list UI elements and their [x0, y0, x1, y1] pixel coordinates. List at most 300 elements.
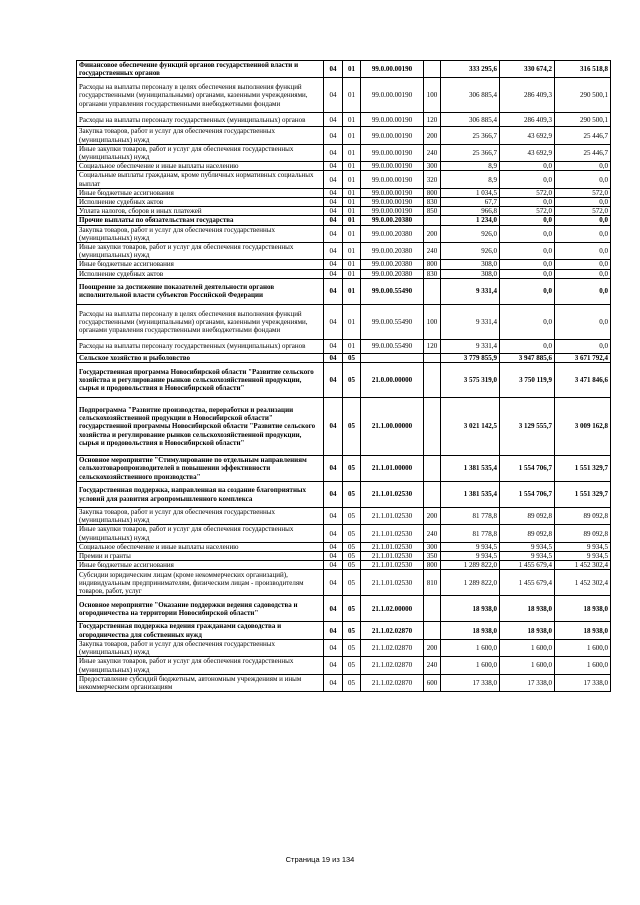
- row-pr: 01: [343, 171, 361, 188]
- row-csr: 21.1.00.00000: [361, 398, 424, 456]
- table-row: [77, 304, 611, 339]
- row-amount-2: 286 409,3: [500, 78, 555, 113]
- row-csr: 99.0.00.00190: [361, 144, 424, 161]
- table-row: [77, 482, 611, 508]
- table-row: [77, 207, 611, 216]
- row-pr: 01: [343, 162, 361, 171]
- row-csr: 21.1.02.00000: [361, 596, 424, 622]
- row-amount-2: 3 750 119,9: [500, 363, 555, 398]
- row-csr: 21.1.01.00000: [361, 456, 424, 482]
- table-row: [77, 278, 611, 304]
- row-amount-2: 0,0: [500, 243, 555, 260]
- row-csr: 21.1.01.02530: [361, 482, 424, 508]
- row-amount-3: 0,0: [555, 162, 611, 171]
- row-vr: [424, 456, 441, 482]
- row-vr: [424, 216, 441, 225]
- row-rz: 04: [324, 144, 343, 161]
- row-name: Иные закупки товаров, работ и услуг для обеспечения государственных (муниципальных) нужд: [77, 243, 324, 260]
- row-amount-2: 0,0: [500, 171, 555, 188]
- row-name: Закупка товаров, работ и услуг для обеспечения государственных (муниципальных) нужд: [77, 508, 324, 525]
- row-rz: 04: [324, 508, 343, 525]
- row-csr: 21.1.01.02530: [361, 552, 424, 561]
- row-amount-2: 572,0: [500, 207, 555, 216]
- row-rz: 04: [324, 596, 343, 622]
- row-amount-3: 0,0: [555, 304, 611, 339]
- row-pr: 05: [343, 570, 361, 596]
- row-name: Иные бюджетные ассигнования: [77, 260, 324, 269]
- row-vr: [424, 622, 441, 639]
- row-vr: [424, 353, 441, 362]
- table-row: [77, 144, 611, 161]
- row-amount-3: 1 551 329,7: [555, 482, 611, 508]
- row-csr: 99.0.00.55490: [361, 304, 424, 339]
- row-rz: 04: [324, 269, 343, 278]
- row-name: Финансовое обеспечение функций органов государственной власти и государственных органов: [77, 61, 324, 78]
- row-vr: 320: [424, 171, 441, 188]
- row-pr: 01: [343, 61, 361, 78]
- row-rz: 04: [324, 225, 343, 242]
- row-amount-1: 67,7: [441, 198, 500, 207]
- row-amount-3: 1 600,0: [555, 639, 611, 656]
- row-rz: 04: [324, 260, 343, 269]
- row-csr: 21.1.01.02530: [361, 561, 424, 570]
- table-row: [77, 260, 611, 269]
- row-amount-3: 25 446,7: [555, 127, 611, 144]
- row-amount-2: 0,0: [500, 216, 555, 225]
- row-amount-2: 3 129 555,7: [500, 398, 555, 456]
- row-amount-2: 1 455 679,4: [500, 561, 555, 570]
- row-name: Основное мероприятие "Оказание поддержки ведения садоводства и огородничества на территории Новосибирской области": [77, 596, 324, 622]
- row-rz: 04: [324, 278, 343, 304]
- row-amount-3: 89 092,8: [555, 525, 611, 542]
- row-vr: [424, 278, 441, 304]
- row-amount-2: 0,0: [500, 260, 555, 269]
- table-row: [77, 363, 611, 398]
- row-pr: 05: [343, 596, 361, 622]
- row-rz: 04: [324, 561, 343, 570]
- row-csr: 21.1.02.02870: [361, 622, 424, 639]
- row-amount-3: 3 671 792,4: [555, 353, 611, 362]
- row-csr: [361, 353, 424, 362]
- row-amount-3: 1 452 302,4: [555, 570, 611, 596]
- row-amount-1: 18 938,0: [441, 622, 500, 639]
- row-vr: 300: [424, 162, 441, 171]
- table-row: [77, 622, 611, 639]
- row-pr: 05: [343, 622, 361, 639]
- row-name: Исполнение судебных актов: [77, 269, 324, 278]
- row-amount-3: 0,0: [555, 278, 611, 304]
- row-name: Основное мероприятие "Стимулирование по отдельным направлениям сельхозтоваропроизводителей в повышении эффективности сельскохозяйственного производства": [77, 456, 324, 482]
- row-amount-3: 290 500,1: [555, 78, 611, 113]
- row-name: Уплата налогов, сборов и иных платежей: [77, 207, 324, 216]
- row-rz: 04: [324, 78, 343, 113]
- row-csr: 21.1.01.02530: [361, 542, 424, 551]
- table-row: [77, 243, 611, 260]
- row-amount-1: 926,0: [441, 225, 500, 242]
- row-amount-3: 3 471 846,6: [555, 363, 611, 398]
- row-amount-2: 0,0: [500, 304, 555, 339]
- row-amount-1: 306 885,4: [441, 113, 500, 127]
- table-row: [77, 269, 611, 278]
- row-rz: 04: [324, 304, 343, 339]
- row-vr: 240: [424, 657, 441, 674]
- row-rz: 04: [324, 552, 343, 561]
- row-amount-3: 1 551 329,7: [555, 456, 611, 482]
- row-amount-1: 25 366,7: [441, 127, 500, 144]
- row-amount-3: 290 500,1: [555, 113, 611, 127]
- table-row: [77, 225, 611, 242]
- row-amount-2: 0,0: [500, 339, 555, 353]
- row-name: Закупка товаров, работ и услуг для обеспечения государственных (муниципальных) нужд: [77, 127, 324, 144]
- row-csr: 21.1.02.02870: [361, 674, 424, 691]
- row-rz: 04: [324, 622, 343, 639]
- table-row: [77, 508, 611, 525]
- row-csr: 99.0.00.00190: [361, 127, 424, 144]
- table-row: [77, 657, 611, 674]
- row-rz: 04: [324, 525, 343, 542]
- row-amount-2: 0,0: [500, 225, 555, 242]
- row-amount-2: 286 409,3: [500, 113, 555, 127]
- row-name: Иные бюджетные ассигнования: [77, 561, 324, 570]
- row-csr: 99.0.00.00190: [361, 188, 424, 197]
- row-pr: 05: [343, 657, 361, 674]
- row-rz: 04: [324, 570, 343, 596]
- row-csr: 99.0.00.20380: [361, 216, 424, 225]
- row-vr: 800: [424, 188, 441, 197]
- row-amount-3: 18 938,0: [555, 622, 611, 639]
- row-name: Прочие выплаты по обязательствам государства: [77, 216, 324, 225]
- row-amount-1: 1 234,0: [441, 216, 500, 225]
- row-name: Государственная программа Новосибирской области "Развитие сельского хозяйства и регулирование рынков сельскохозяйственной продукции, сырья и продовольствия в Новосибирской области": [77, 363, 324, 398]
- table-row: [77, 113, 611, 127]
- row-pr: 01: [343, 113, 361, 127]
- row-pr: 01: [343, 225, 361, 242]
- row-amount-2: 18 938,0: [500, 622, 555, 639]
- table-row: [77, 188, 611, 197]
- table-row: [77, 561, 611, 570]
- row-rz: 04: [324, 61, 343, 78]
- row-csr: 99.0.00.20380: [361, 269, 424, 278]
- row-amount-1: 1 600,0: [441, 657, 500, 674]
- row-name: Расходы на выплаты персоналу в целях обеспечения выполнения функций государственными (муниципальными) органами, казенными учреждениями, органами управления государственными внебюджетными фондами: [77, 78, 324, 113]
- row-name: Иные закупки товаров, работ и услуг для обеспечения государственных (муниципальных) нужд: [77, 525, 324, 542]
- row-amount-3: 1 600,0: [555, 657, 611, 674]
- row-name: Социальные выплаты гражданам, кроме публичных нормативных социальных выплат: [77, 171, 324, 188]
- row-vr: 200: [424, 127, 441, 144]
- row-amount-3: 0,0: [555, 269, 611, 278]
- row-vr: [424, 363, 441, 398]
- row-pr: 05: [343, 552, 361, 561]
- row-csr: 21.1.02.02870: [361, 657, 424, 674]
- row-amount-2: 1 554 706,7: [500, 456, 555, 482]
- row-amount-2: 17 338,0: [500, 674, 555, 691]
- budget-table: [76, 60, 611, 692]
- row-rz: 04: [324, 339, 343, 353]
- row-amount-3: 25 446,7: [555, 144, 611, 161]
- row-amount-1: 1 381 535,4: [441, 456, 500, 482]
- row-amount-2: 0,0: [500, 278, 555, 304]
- row-rz: 04: [324, 398, 343, 456]
- row-amount-1: 9 331,4: [441, 278, 500, 304]
- row-amount-1: 3 021 142,5: [441, 398, 500, 456]
- row-amount-1: 9 331,4: [441, 339, 500, 353]
- row-name: Расходы на выплаты персоналу государственных (муниципальных) органов: [77, 339, 324, 353]
- table-row: [77, 398, 611, 456]
- row-amount-1: 8,9: [441, 171, 500, 188]
- row-csr: 99.0.00.20380: [361, 225, 424, 242]
- row-amount-3: 0,0: [555, 225, 611, 242]
- table-row: [77, 552, 611, 561]
- row-amount-2: 89 092,8: [500, 508, 555, 525]
- row-csr: 99.0.00.55490: [361, 339, 424, 353]
- row-name: Расходы на выплаты персоналу в целях обеспечения выполнения функций государственными (муниципальными) органами, казенными учреждениями, органами управления государственными внебюджетными фондами: [77, 304, 324, 339]
- row-amount-2: 9 934,5: [500, 552, 555, 561]
- row-rz: 04: [324, 657, 343, 674]
- row-pr: 01: [343, 144, 361, 161]
- row-pr: 01: [343, 278, 361, 304]
- row-amount-3: 572,0: [555, 188, 611, 197]
- row-amount-1: 308,0: [441, 260, 500, 269]
- row-name: Государственная поддержка ведения гражданами садоводства и огородничества для собственных нужд: [77, 622, 324, 639]
- row-amount-1: 966,8: [441, 207, 500, 216]
- row-pr: 01: [343, 127, 361, 144]
- row-csr: 99.0.00.00190: [361, 162, 424, 171]
- row-amount-2: 18 938,0: [500, 596, 555, 622]
- table-row: [77, 570, 611, 596]
- row-vr: 120: [424, 339, 441, 353]
- table-body: [77, 61, 611, 692]
- row-amount-3: 0,0: [555, 339, 611, 353]
- row-pr: 05: [343, 482, 361, 508]
- row-amount-3: 17 338,0: [555, 674, 611, 691]
- row-vr: 200: [424, 508, 441, 525]
- row-name: Социальное обеспечение и иные выплаты населению: [77, 162, 324, 171]
- row-rz: 04: [324, 243, 343, 260]
- row-pr: 05: [343, 542, 361, 551]
- row-pr: 05: [343, 639, 361, 656]
- row-vr: 100: [424, 304, 441, 339]
- row-pr: 01: [343, 198, 361, 207]
- row-csr: 99.0.00.00190: [361, 78, 424, 113]
- page-number: Страница 19 из 134: [285, 855, 355, 864]
- row-amount-3: 572,0: [555, 207, 611, 216]
- row-amount-3: 0,0: [555, 171, 611, 188]
- row-pr: 01: [343, 207, 361, 216]
- row-csr: 99.0.00.00190: [361, 61, 424, 78]
- row-name: Сельское хозяйство и рыболовство: [77, 353, 324, 362]
- table-row: [77, 542, 611, 551]
- row-name: Предоставление субсидий бюджетным, автономным учреждениям и иным некоммерческим организациям: [77, 674, 324, 691]
- row-pr: 05: [343, 456, 361, 482]
- row-name: Социальное обеспечение и иные выплаты населению: [77, 542, 324, 551]
- row-rz: 04: [324, 171, 343, 188]
- row-amount-3: 9 934,5: [555, 552, 611, 561]
- row-vr: [424, 61, 441, 78]
- row-name: Исполнение судебных актов: [77, 198, 324, 207]
- row-amount-2: 43 692,9: [500, 127, 555, 144]
- row-csr: 99.0.00.00190: [361, 198, 424, 207]
- row-name: Государственная поддержка, направленная на создание благоприятных условий для развития агропромышленного комплекса: [77, 482, 324, 508]
- row-name: Премии и гранты: [77, 552, 324, 561]
- row-pr: 05: [343, 561, 361, 570]
- row-amount-2: 1 554 706,7: [500, 482, 555, 508]
- row-vr: 300: [424, 542, 441, 551]
- row-csr: 21.1.01.02530: [361, 570, 424, 596]
- row-amount-1: 17 338,0: [441, 674, 500, 691]
- row-pr: 01: [343, 216, 361, 225]
- row-amount-2: 3 947 885,6: [500, 353, 555, 362]
- row-csr: 99.0.00.00190: [361, 171, 424, 188]
- row-csr: 99.0.00.00190: [361, 207, 424, 216]
- row-amount-1: 18 938,0: [441, 596, 500, 622]
- table-row: [77, 78, 611, 113]
- row-rz: 04: [324, 216, 343, 225]
- row-amount-1: 3 575 319,0: [441, 363, 500, 398]
- row-amount-2: 1 455 679,4: [500, 570, 555, 596]
- row-rz: 04: [324, 207, 343, 216]
- row-amount-1: 1 381 535,4: [441, 482, 500, 508]
- row-csr: 21.1.01.02530: [361, 525, 424, 542]
- row-rz: 04: [324, 482, 343, 508]
- row-csr: 99.0.00.55490: [361, 278, 424, 304]
- row-amount-2: 89 092,8: [500, 525, 555, 542]
- row-amount-1: 926,0: [441, 243, 500, 260]
- row-vr: 800: [424, 561, 441, 570]
- row-amount-3: 0,0: [555, 198, 611, 207]
- row-pr: 01: [343, 269, 361, 278]
- row-vr: 830: [424, 269, 441, 278]
- table-row: [77, 339, 611, 353]
- row-pr: 05: [343, 508, 361, 525]
- row-amount-1: 9 331,4: [441, 304, 500, 339]
- row-amount-1: 8,9: [441, 162, 500, 171]
- row-amount-2: 43 692,9: [500, 144, 555, 161]
- row-rz: 04: [324, 198, 343, 207]
- row-vr: 800: [424, 260, 441, 269]
- table-row: [77, 456, 611, 482]
- row-csr: 99.0.00.20380: [361, 243, 424, 260]
- row-amount-1: 9 934,5: [441, 552, 500, 561]
- row-csr: 99.0.00.00190: [361, 113, 424, 127]
- row-pr: 05: [343, 674, 361, 691]
- row-amount-2: 330 674,2: [500, 61, 555, 78]
- row-amount-3: 3 009 162,8: [555, 398, 611, 456]
- row-amount-3: 1 452 302,4: [555, 561, 611, 570]
- row-pr: 05: [343, 525, 361, 542]
- table-row: [77, 162, 611, 171]
- row-rz: 04: [324, 188, 343, 197]
- row-vr: 240: [424, 525, 441, 542]
- row-name: Поощрение за достижение показателей деятельности органов исполнительной власти субъектов Российской Федерации: [77, 278, 324, 304]
- row-amount-2: 0,0: [500, 198, 555, 207]
- row-amount-3: 9 934,5: [555, 542, 611, 551]
- row-vr: [424, 398, 441, 456]
- row-amount-2: 0,0: [500, 269, 555, 278]
- table-row: [77, 171, 611, 188]
- row-pr: 01: [343, 260, 361, 269]
- row-vr: 240: [424, 243, 441, 260]
- row-amount-1: 1 289 822,0: [441, 570, 500, 596]
- table-row: [77, 674, 611, 691]
- row-pr: 05: [343, 398, 361, 456]
- row-name: Иные бюджетные ассигнования: [77, 188, 324, 197]
- row-name: Иные закупки товаров, работ и услуг для обеспечения государственных (муниципальных) нужд: [77, 144, 324, 161]
- row-vr: 600: [424, 674, 441, 691]
- row-amount-1: 306 885,4: [441, 78, 500, 113]
- row-rz: 04: [324, 456, 343, 482]
- row-vr: 100: [424, 78, 441, 113]
- row-amount-1: 1 034,5: [441, 188, 500, 197]
- row-pr: 01: [343, 339, 361, 353]
- row-rz: 04: [324, 363, 343, 398]
- row-amount-3: 0,0: [555, 216, 611, 225]
- table-row: [77, 198, 611, 207]
- row-csr: 21.0.00.00000: [361, 363, 424, 398]
- row-csr: 21.1.02.02870: [361, 639, 424, 656]
- row-amount-3: 0,0: [555, 243, 611, 260]
- row-amount-1: 333 295,6: [441, 61, 500, 78]
- row-rz: 04: [324, 127, 343, 144]
- row-name: Закупка товаров, работ и услуг для обеспечения государственных (муниципальных) нужд: [77, 225, 324, 242]
- row-amount-1: 1 600,0: [441, 639, 500, 656]
- row-name: Расходы на выплаты персоналу государственных (муниципальных) органов: [77, 113, 324, 127]
- row-amount-1: 9 934,5: [441, 542, 500, 551]
- row-amount-2: 9 934,5: [500, 542, 555, 551]
- row-amount-2: 572,0: [500, 188, 555, 197]
- row-csr: 21.1.01.02530: [361, 508, 424, 525]
- row-rz: 04: [324, 674, 343, 691]
- row-amount-3: 0,0: [555, 260, 611, 269]
- table-row: [77, 216, 611, 225]
- row-name: Подпрограмма "Развитие производства, переработки и реализации сельскохозяйственной продукции в Новосибирской области" государственной программы Новосибирской области "Развитие сельского хозяйства и регулирование рынков сельскохозяйственной продукции, сырья и продовольствия в Новосибирской области": [77, 398, 324, 456]
- row-pr: 01: [343, 243, 361, 260]
- row-vr: 200: [424, 225, 441, 242]
- row-amount-3: 89 092,8: [555, 508, 611, 525]
- table-row: [77, 525, 611, 542]
- row-amount-1: 308,0: [441, 269, 500, 278]
- row-name: Закупка товаров, работ и услуг для обеспечения государственных (муниципальных) нужд: [77, 639, 324, 656]
- row-amount-1: 1 289 822,0: [441, 561, 500, 570]
- row-vr: 120: [424, 113, 441, 127]
- row-pr: 05: [343, 363, 361, 398]
- row-pr: 05: [343, 353, 361, 362]
- row-amount-2: 1 600,0: [500, 657, 555, 674]
- row-vr: 350: [424, 552, 441, 561]
- row-rz: 04: [324, 353, 343, 362]
- row-vr: 810: [424, 570, 441, 596]
- row-name: Субсидии юридическим лицам (кроме некоммерческих организаций), индивидуальным предпринимателям, физическим лицам - производителям товаров, работ, услуг: [77, 570, 324, 596]
- row-vr: [424, 596, 441, 622]
- row-amount-1: 3 779 855,9: [441, 353, 500, 362]
- row-rz: 04: [324, 639, 343, 656]
- row-vr: [424, 482, 441, 508]
- row-name: Иные закупки товаров, работ и услуг для обеспечения государственных (муниципальных) нужд: [77, 657, 324, 674]
- table-row: [77, 596, 611, 622]
- row-pr: 01: [343, 78, 361, 113]
- table-row: [77, 61, 611, 78]
- row-pr: 01: [343, 304, 361, 339]
- row-amount-2: 1 600,0: [500, 639, 555, 656]
- row-amount-1: 81 778,8: [441, 525, 500, 542]
- row-amount-2: 0,0: [500, 162, 555, 171]
- table-row: [77, 639, 611, 656]
- row-pr: 01: [343, 188, 361, 197]
- table-row: [77, 127, 611, 144]
- row-rz: 04: [324, 113, 343, 127]
- row-rz: 04: [324, 542, 343, 551]
- row-amount-3: 18 938,0: [555, 596, 611, 622]
- row-vr: 850: [424, 207, 441, 216]
